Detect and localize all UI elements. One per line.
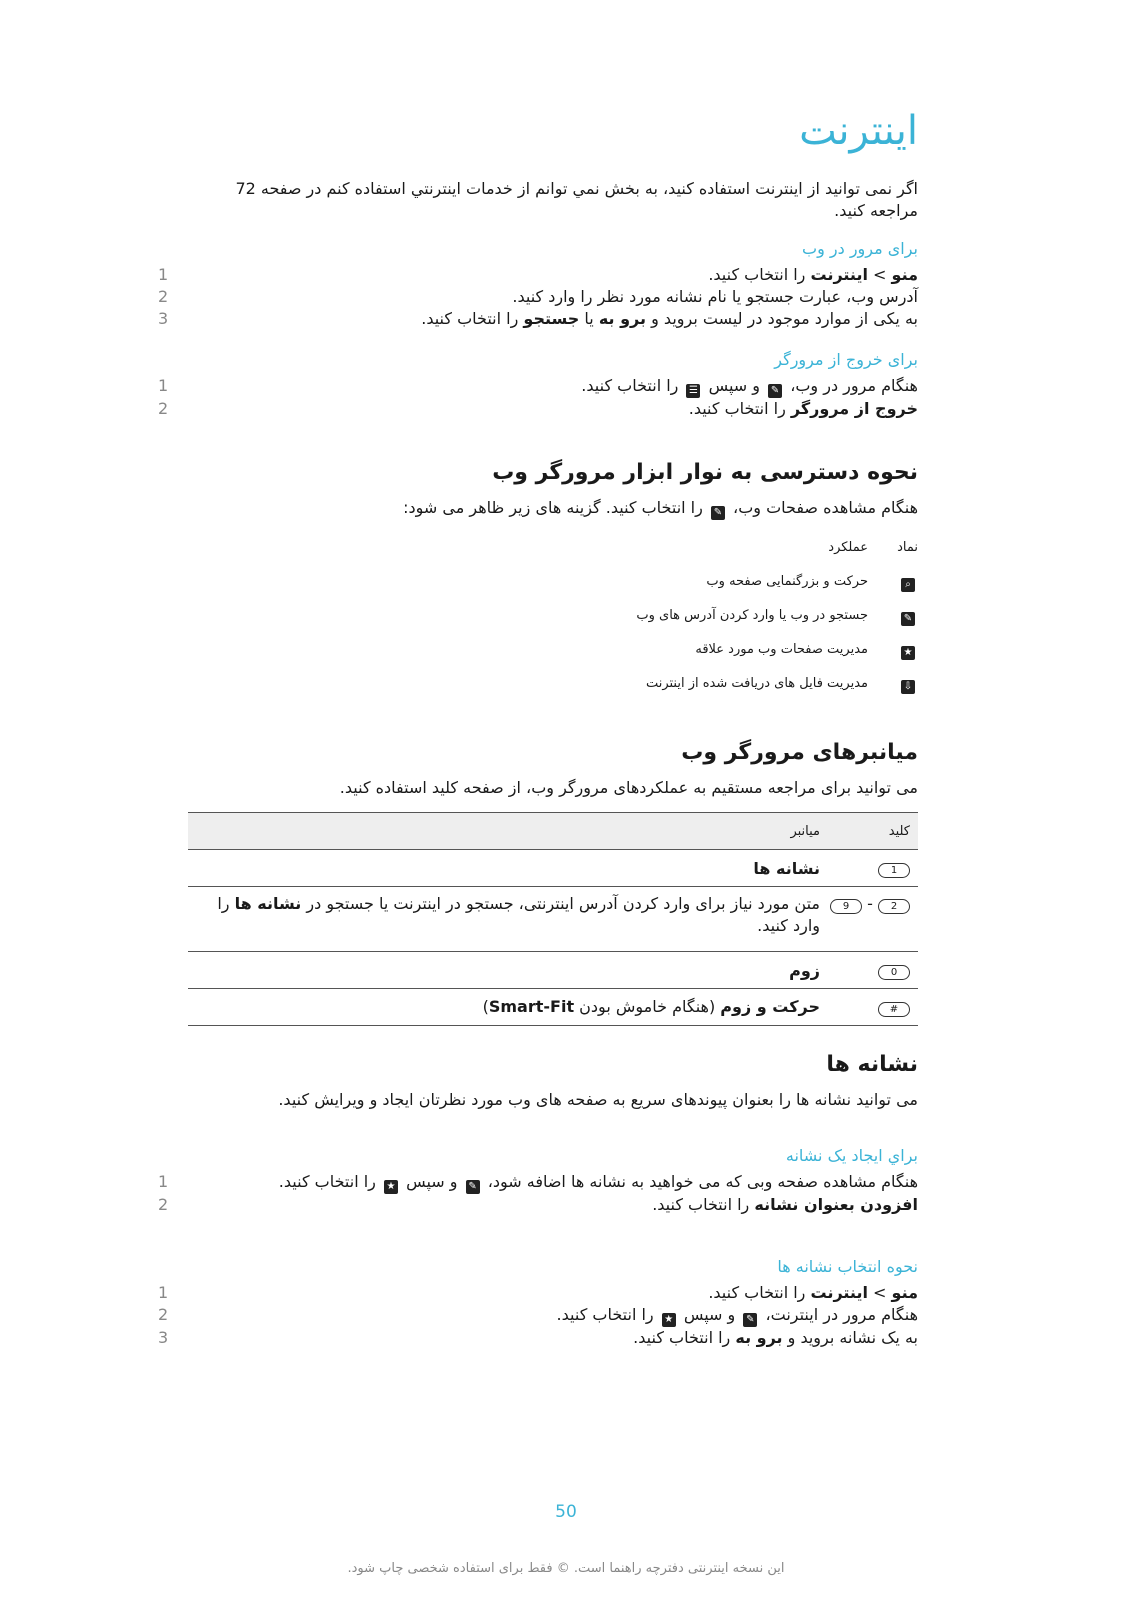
list-item: آدرس وب، عبارت جستجو یا نام نشانه مورد نظر را وارد کنید. 2 xyxy=(158,287,918,306)
pen-icon: ✎ xyxy=(711,506,725,520)
bookmark-star-icon: ★ xyxy=(901,646,915,660)
create-bookmark-steps xyxy=(158,1171,918,1216)
menu-icon: ☰ xyxy=(686,384,700,398)
intro-paragraph: اگر نمی توانید از اینترنت استفاده کنید، به بخش نمي توانم از خدمات اينترنتي استفاده كنم در صفحه 72 مراجعه کنید. xyxy=(235,179,918,220)
toolbar-table xyxy=(188,540,918,710)
browse-heading: برای مرور در وب xyxy=(802,239,918,258)
table-header: نماد عملکرد xyxy=(828,540,918,555)
bookmark-star-icon: ★ xyxy=(662,1313,676,1327)
key-9-icon: 9 xyxy=(830,899,862,914)
shortcuts-table xyxy=(188,812,918,1026)
bookmark-star-icon: ★ xyxy=(384,1180,398,1194)
list-item: منو > اینترنت را انتخاب کنید. 1 xyxy=(158,1283,918,1302)
table-row: ★ مدیریت صفحات وب مورد علاقه xyxy=(188,642,918,676)
table-row: # حرکت و زوم (هنگام خاموش بودن Smart-Fit) xyxy=(188,989,918,1026)
page-number: 50 xyxy=(555,1502,577,1522)
table-row: ⌕ حرکت و بزرگنمایی صفحه وب xyxy=(188,574,918,608)
list-item: خروج از مرورگر را انتخاب کنید. 2 xyxy=(158,399,918,418)
web-search-icon: ✎ xyxy=(901,612,915,626)
list-item: هنگام مشاهده صفحه وبی که می خواهید به نشانه ها اضافه شود، ✎ و سپس ★ را انتخاب کنید. 1 xyxy=(158,1172,918,1192)
key-0-icon: 0 xyxy=(878,965,910,980)
download-icon: ⇩ xyxy=(901,680,915,694)
table-row: 1 نشانه ها xyxy=(188,850,918,887)
pen-icon: ✎ xyxy=(768,384,782,398)
shortcuts-desc: می توانید برای مراجعه مستقیم به عملکردهای مرورگر وب، از صفحه کلید استفاده کنید. xyxy=(339,778,918,797)
browse-steps xyxy=(158,264,918,330)
list-item: به یکی از موارد موجود در لیست بروید و برو به یا جستجو را انتخاب کنید. 3 xyxy=(158,309,918,328)
exit-steps xyxy=(158,375,918,420)
select-bookmark-steps xyxy=(158,1282,918,1349)
toolbar-desc: هنگام مشاهده صفحات وب، ✎ را انتخاب کنید. گزینه های زیر ظاهر می شود: xyxy=(403,498,918,518)
table-row: ⇩ مدیریت فایل های دریافت شده از اینترنت xyxy=(188,676,918,710)
key-hash-icon: # xyxy=(878,1002,910,1017)
bookmarks-desc: می توانید نشانه ها را بعنوان پیوندهای سریع به صفحه های وب مورد نظرتان ایجاد و ویرایش کنید. xyxy=(278,1090,918,1109)
list-item: افزودن بعنوان نشانه را انتخاب کنید. 2 xyxy=(158,1195,918,1214)
shortcuts-heading: میانبرهای مرورگر وب xyxy=(681,740,918,765)
list-item: به یک نشانه بروید و برو به را انتخاب کنید. 3 xyxy=(158,1328,918,1347)
select-bookmark-heading: نحوه انتخاب نشانه ها xyxy=(777,1257,918,1276)
pen-icon: ✎ xyxy=(743,1313,757,1327)
key-2-icon: 2 xyxy=(878,899,910,914)
key-1-icon: 1 xyxy=(878,863,910,878)
create-bookmark-heading: براي ايجاد يک نشانه xyxy=(785,1146,918,1165)
page-title: اينترنت xyxy=(799,108,918,154)
list-item: هنگام مرور در اینترنت، ✎ و سپس ★ را انتخاب کنید. 2 xyxy=(158,1305,918,1325)
magnifier-icon: ⌕ xyxy=(901,578,915,592)
list-item: منو > اینترنت را انتخاب کنید. 1 xyxy=(158,265,918,284)
list-item: هنگام مرور در وب، ✎ و سپس ☰ را انتخاب کنید. 1 xyxy=(158,376,918,396)
table-row: 0 زوم xyxy=(188,952,918,989)
table-header: کلید میانبر xyxy=(188,813,918,850)
pen-icon: ✎ xyxy=(466,1180,480,1194)
table-row: 9 - 2 متن مورد نیاز برای وارد کردن آدرس اینترنتی، جستجو در اینترنت یا جستجو در نشانه ها را وارد کنید. xyxy=(188,887,918,952)
exit-heading: برای خروج از مرورگر xyxy=(774,350,918,369)
footer-note: این نسخه اینترنتی دفترچه راهنما است. © فقط برای استفاده شخصی چاپ شود. xyxy=(347,1561,785,1576)
toolbar-heading: نحوه دسترسی به نوار ابزار مرورگر وب xyxy=(492,460,918,485)
table-row: ✎ جستجو در وب یا وارد کردن آدرس های وب xyxy=(188,608,918,642)
bookmarks-heading: نشانه ها xyxy=(826,1052,918,1077)
